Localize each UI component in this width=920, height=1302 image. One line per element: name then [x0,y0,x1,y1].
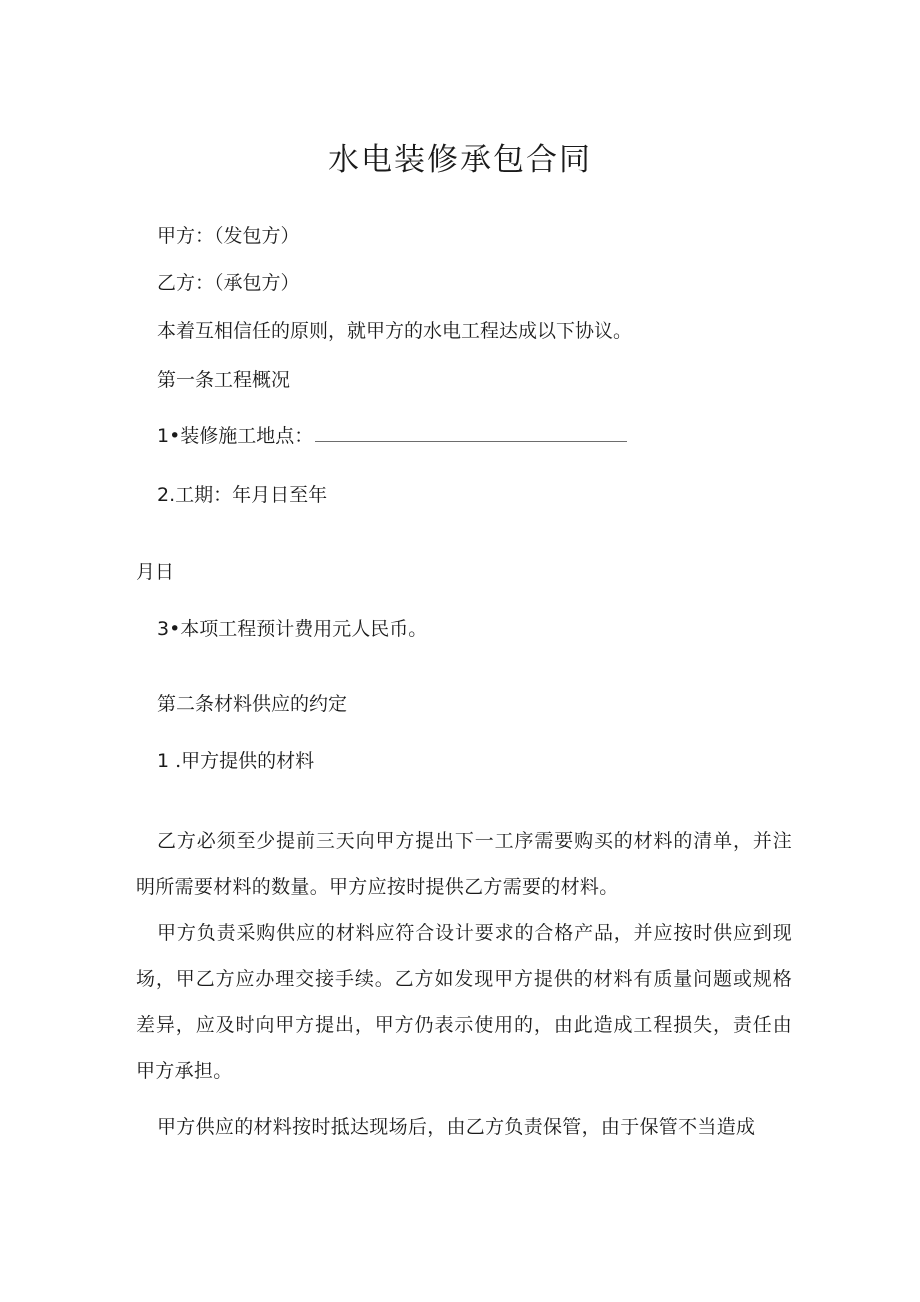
intro-paragraph: 本着互相信任的原则，就甲方的水电工程达成以下协议。 [157,320,633,342]
item-1-label: 装修施工地点： [180,425,314,447]
article-2-paragraph-2: 甲方负责采购供应的材料应符合设计要求的合格产品，并应按时供应到现场，甲乙方应办理交接手续。乙方如发现甲方提供的材料有质量问题或规格差异，应及时向甲方提出，甲方仍表示使用的，由此造成工程损失，责任由甲方承担。 [136,922,792,1082]
article-2-heading: 第二条材料供应的约定 [157,693,348,715]
item-2-number: 2. [157,484,176,506]
article-1-item-2-continuation: 月日 [136,561,175,583]
article-2-paragraph-1: 乙方必须至少提前三天向甲方提出下一工序需要购买的材料的清单，并注明所需要材料的数量。甲方应按时提供乙方需要的材料。 [136,830,792,898]
article-1-item-3 [157,615,427,643]
item-1-number: 1• [157,425,181,447]
item-2-text: 工期：年月日至年 [175,484,328,506]
document-title: 水电装修承包合同 [328,142,592,178]
article-2-item-1-number: 1 [157,750,170,772]
party-b-line: 乙方：（承包方） [157,272,300,294]
article-1-item-1 [157,422,627,450]
item-3-text: 本项工程预计费用元人民币。 [180,618,428,640]
article-2-item-1-text: .甲方提供的材料 [175,750,315,772]
item-3-number: 3• [157,618,181,640]
party-a-line: 甲方：（发包方） [157,225,300,247]
article-1-heading: 第一条工程概况 [157,369,291,391]
article-2-item-1 [157,747,314,775]
article-1-item-2 [157,481,327,509]
article-2-paragraph-3: 甲方供应的材料按时抵达现场后，由乙方负责保管，由于保管不当造成 [157,1116,756,1138]
site-address-blank [315,425,627,442]
